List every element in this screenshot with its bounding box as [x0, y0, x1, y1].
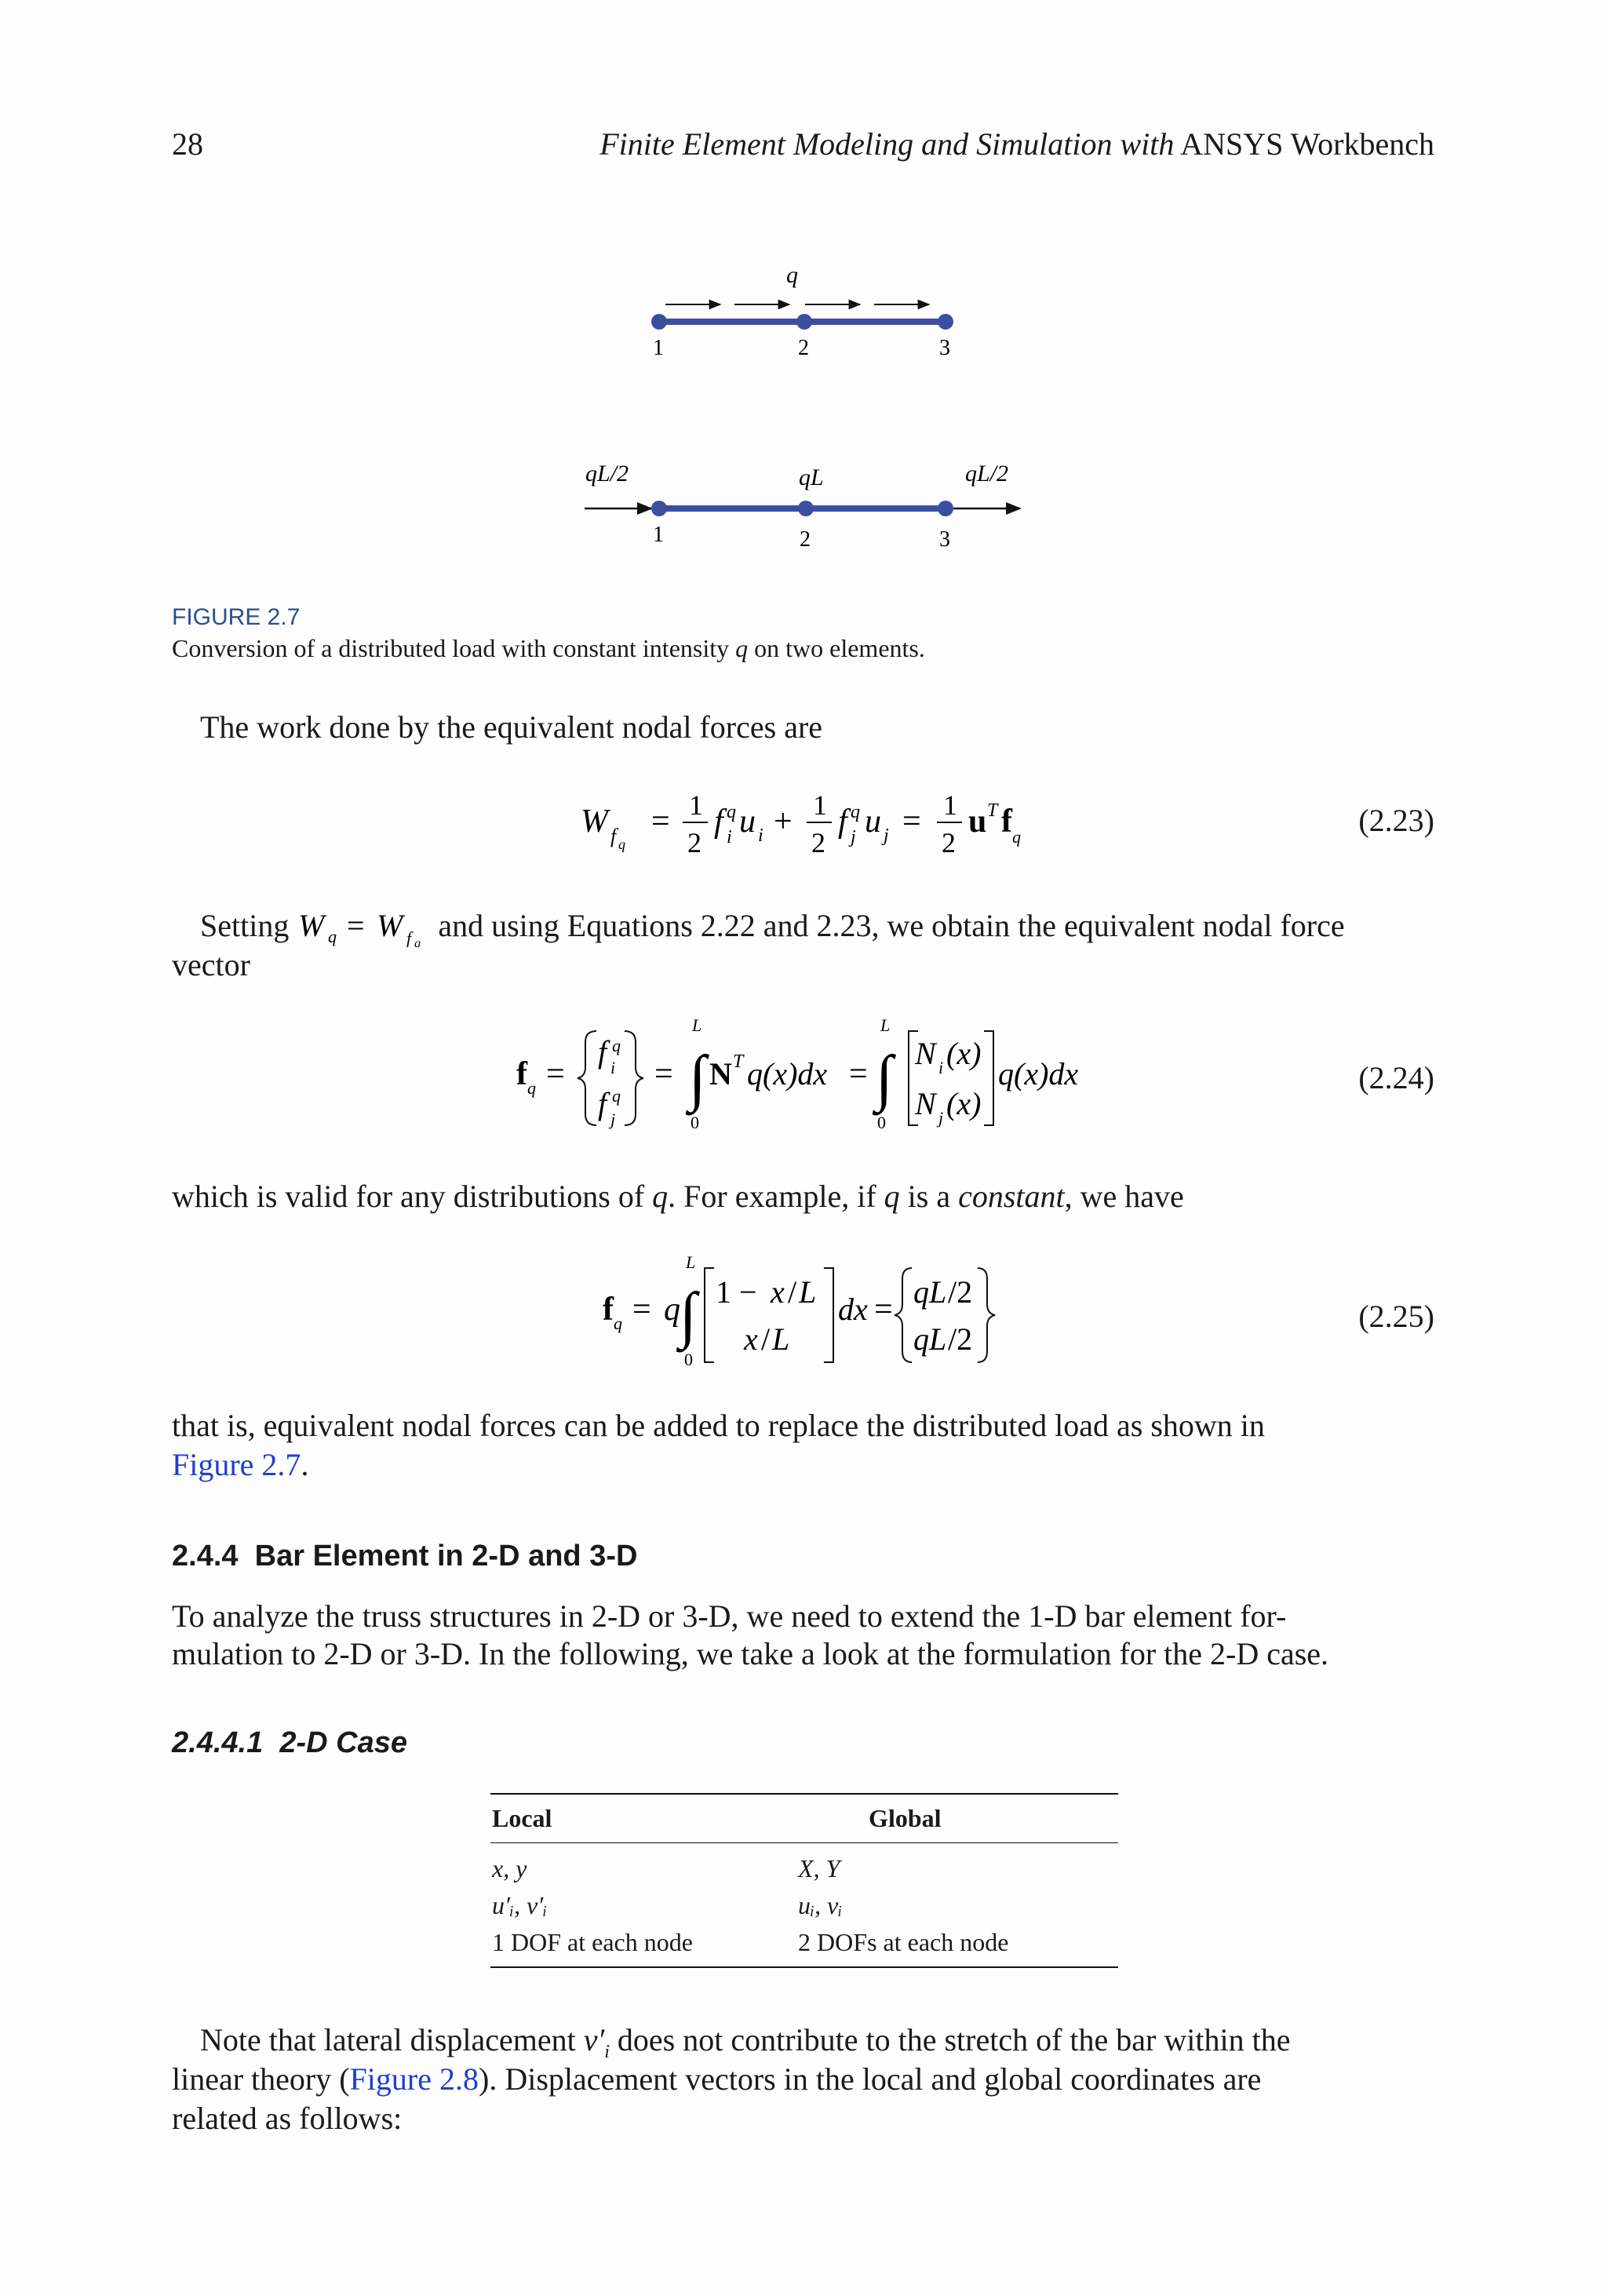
svg-text:u: u [968, 804, 987, 840]
caption-symbol: q [735, 634, 749, 662]
svg-text:q: q [618, 836, 625, 852]
svg-text:L: L [686, 1252, 696, 1272]
svg-text:j: j [938, 1108, 944, 1128]
paragraph-line: related as follows: [172, 2101, 403, 2136]
svg-text:q: q [612, 1086, 621, 1106]
svg-text:u: u [865, 804, 881, 840]
inline-math-wq-eq-wfq [297, 908, 430, 947]
svg-text:+: + [774, 804, 793, 840]
svg-text:1: 1 [689, 789, 703, 821]
svg-text:1: 1 [813, 789, 827, 821]
svg-text:N: N [915, 1086, 936, 1121]
figure-caption [172, 634, 925, 663]
svg-text:u: u [739, 804, 756, 840]
running-title-italic: Finite Element Modeling and Simulation with [599, 126, 1175, 162]
paragraph: that is, equivalent nodal forces can be added to replace the distributed load as shown in [172, 1408, 1265, 1443]
node-3 [938, 501, 953, 516]
svg-text:1 −: 1 − [716, 1274, 757, 1310]
svg-text:=: = [874, 1292, 893, 1328]
math-symbol: q [884, 1179, 900, 1214]
force-label-mid: qL [799, 465, 824, 490]
svg-text:0: 0 [684, 1350, 693, 1369]
equation-2-24 [510, 1012, 1106, 1146]
node-label: 1 [653, 523, 664, 547]
table-cell: 1 DOF at each node [492, 1928, 693, 1956]
paragraph-text: . For example, if [668, 1179, 876, 1214]
svg-text:L: L [799, 1274, 817, 1310]
paragraph-text: , we have [1064, 1179, 1184, 1214]
svg-text:N: N [915, 1036, 936, 1071]
svg-text:j: j [610, 1110, 616, 1129]
table-cell: x, y [492, 1854, 527, 1882]
svg-text:q: q [614, 1314, 622, 1333]
svg-text:∫: ∫ [689, 1044, 706, 1113]
table-row [490, 1925, 1118, 1967]
table-row [490, 1888, 1118, 1925]
svg-text:i: i [758, 825, 763, 846]
equation-number: (2.24) [1358, 1060, 1434, 1095]
svg-text:∫: ∫ [680, 1281, 697, 1350]
svg-text:q: q [527, 1078, 536, 1098]
math-symbol: $v'_i$ [583, 2022, 610, 2062]
paragraph-text: ). Displacement vectors in the local and global coordinates are [479, 2061, 1262, 2097]
svg-text:2: 2 [942, 827, 956, 858]
paragraph-line: vector [172, 947, 250, 982]
svg-text:/: / [761, 1321, 771, 1357]
svg-text:j: j [851, 827, 856, 847]
table-cell: 2 DOFs at each node [798, 1928, 1009, 1956]
distributed-load-diagram [549, 259, 1051, 557]
caption-text: Conversion of a distributed load with constant intensity [172, 634, 730, 662]
math-symbol: q [652, 1179, 669, 1214]
svg-text:q: q [727, 802, 736, 822]
svg-text:/2: /2 [948, 1321, 973, 1357]
local-global-table [490, 1793, 1118, 1968]
svg-text:∫: ∫ [876, 1044, 893, 1113]
svg-text:(x): (x) [946, 1086, 982, 1121]
svg-text:0: 0 [691, 1113, 699, 1132]
paragraph-line [172, 1445, 308, 1485]
svg-text:q(x)dx: q(x)dx [998, 1056, 1079, 1092]
subsection-heading [172, 1726, 407, 1760]
svg-text:L: L [772, 1321, 790, 1357]
force-label-right: qL/2 [965, 461, 1009, 487]
svg-text:=: = [654, 1056, 673, 1092]
svg-text:q: q [612, 1036, 621, 1055]
running-title-plain: ANSYS Workbench [1180, 126, 1434, 162]
equation-2-25 [596, 1248, 1036, 1381]
svg-text:f: f [406, 928, 412, 947]
svg-text:qL: qL [913, 1321, 947, 1357]
force-label-left: qL/2 [585, 461, 629, 487]
svg-text:T: T [987, 800, 998, 821]
node-label: 2 [798, 336, 809, 360]
svg-text:(x): (x) [946, 1036, 982, 1071]
svg-text:f: f [838, 804, 847, 840]
paragraph-line: mulation to 2-D or 3-D. In the following, we take a look at the formulation for the 2-D case. [172, 1636, 1329, 1671]
svg-text:q: q [664, 1292, 680, 1328]
svg-text:q: q [328, 927, 337, 946]
svg-text:=: = [902, 804, 921, 840]
table-row [490, 1843, 1118, 1889]
svg-text:i: i [938, 1058, 944, 1077]
figure-link[interactable]: Figure 2.8 [349, 2061, 479, 2097]
running-title [599, 126, 1434, 162]
paragraph: The work done by the equivalent nodal forces are [200, 709, 823, 745]
svg-text:2: 2 [811, 827, 825, 858]
node-label: 3 [939, 527, 950, 552]
paragraph [200, 906, 1436, 947]
table-cell: uᵢ, vᵢ [798, 1891, 843, 1919]
paragraph-text: is a [907, 1179, 951, 1214]
svg-text:f: f [598, 1034, 607, 1070]
table-cell: u′ᵢ, v′ᵢ [492, 1891, 548, 1919]
svg-text:0: 0 [877, 1113, 886, 1132]
svg-text:=: = [849, 1056, 868, 1092]
section-title: Bar Element in 2-D and 3-D [254, 1540, 638, 1573]
paragraph-text: does not contribute to the stretch of the bar within the [617, 2022, 1291, 2057]
load-q-label: q [786, 262, 798, 288]
paragraph-text: linear theory ( [172, 2061, 350, 2097]
svg-text:=: = [347, 908, 365, 943]
node-1 [651, 501, 667, 516]
svg-text:f: f [714, 804, 723, 840]
svg-text:T: T [733, 1051, 744, 1072]
table-header: Global [869, 1804, 942, 1832]
svg-text:qL: qL [913, 1274, 947, 1310]
svg-text:f: f [1001, 804, 1012, 840]
svg-text:W: W [581, 804, 608, 840]
table-cell: X, Y [798, 1854, 840, 1882]
equation-2-23 [581, 777, 1051, 871]
svg-text:dx: dx [838, 1292, 868, 1327]
paragraph-line [172, 2060, 1261, 2099]
equation-number: (2.25) [1358, 1299, 1434, 1334]
svg-text:W: W [298, 908, 325, 943]
subsection-number: 2.4.4.1 [172, 1726, 264, 1759]
svg-text:/: / [788, 1274, 797, 1310]
svg-text:L: L [880, 1015, 891, 1035]
node-label: 3 [939, 336, 950, 360]
page-number: 28 [172, 126, 203, 162]
svg-text:1: 1 [943, 789, 957, 821]
svg-text:x: x [771, 1274, 785, 1310]
node-3 [938, 314, 953, 330]
svg-text:f: f [516, 1056, 527, 1092]
svg-text:i: i [610, 1058, 616, 1077]
figure-link[interactable]: Figure 2.7 [172, 1447, 301, 1482]
node-label: 1 [653, 336, 664, 360]
node-label: 2 [800, 527, 811, 552]
svg-text:=: = [651, 804, 670, 840]
svg-text:f: f [598, 1086, 607, 1121]
svg-text:q: q [851, 802, 860, 822]
svg-text:f: f [610, 825, 617, 847]
paragraph-line: To analyze the truss structures in 2-D or 3-D, we need to extend the 1-D bar element for- [172, 1598, 1287, 1634]
svg-text:=: = [546, 1056, 565, 1092]
svg-text:N: N [709, 1056, 732, 1092]
svg-text:q: q [1012, 827, 1021, 847]
svg-text:=: = [632, 1292, 651, 1328]
svg-text:j: j [884, 825, 889, 846]
paragraph-text: and using Equations 2.22 and 2.23, we obtain the equivalent nodal force [438, 908, 1345, 943]
equation-number: (2.23) [1358, 803, 1434, 838]
subsection-title: 2-D Case [279, 1726, 407, 1759]
paragraph-text: . [301, 1447, 309, 1482]
node-2 [798, 501, 814, 516]
svg-text:q: q [414, 937, 421, 947]
svg-text:/2: /2 [948, 1274, 973, 1310]
svg-text:f: f [603, 1292, 614, 1328]
svg-text:x: x [744, 1321, 758, 1357]
svg-text:L: L [692, 1015, 702, 1035]
section-number: 2.4.4 [172, 1540, 239, 1573]
emphasis: constant [958, 1179, 1065, 1214]
paragraph-text: which is valid for any distributions of [172, 1179, 645, 1214]
table-header: Local [492, 1804, 552, 1832]
svg-text:2: 2 [687, 827, 701, 858]
paragraph-text: Note that lateral displacement [200, 2022, 576, 2057]
svg-text:q(x)dx: q(x)dx [747, 1056, 828, 1092]
svg-text:i: i [727, 827, 732, 847]
node-2 [796, 314, 812, 330]
node-1 [651, 314, 667, 330]
svg-text:W: W [377, 908, 403, 943]
caption-text: on two elements. [754, 634, 925, 662]
paragraph-text: Setting [200, 908, 290, 943]
section-heading [172, 1540, 637, 1573]
paragraph [172, 1177, 1184, 1216]
figure-label: FIGURE 2.7 [172, 604, 301, 630]
